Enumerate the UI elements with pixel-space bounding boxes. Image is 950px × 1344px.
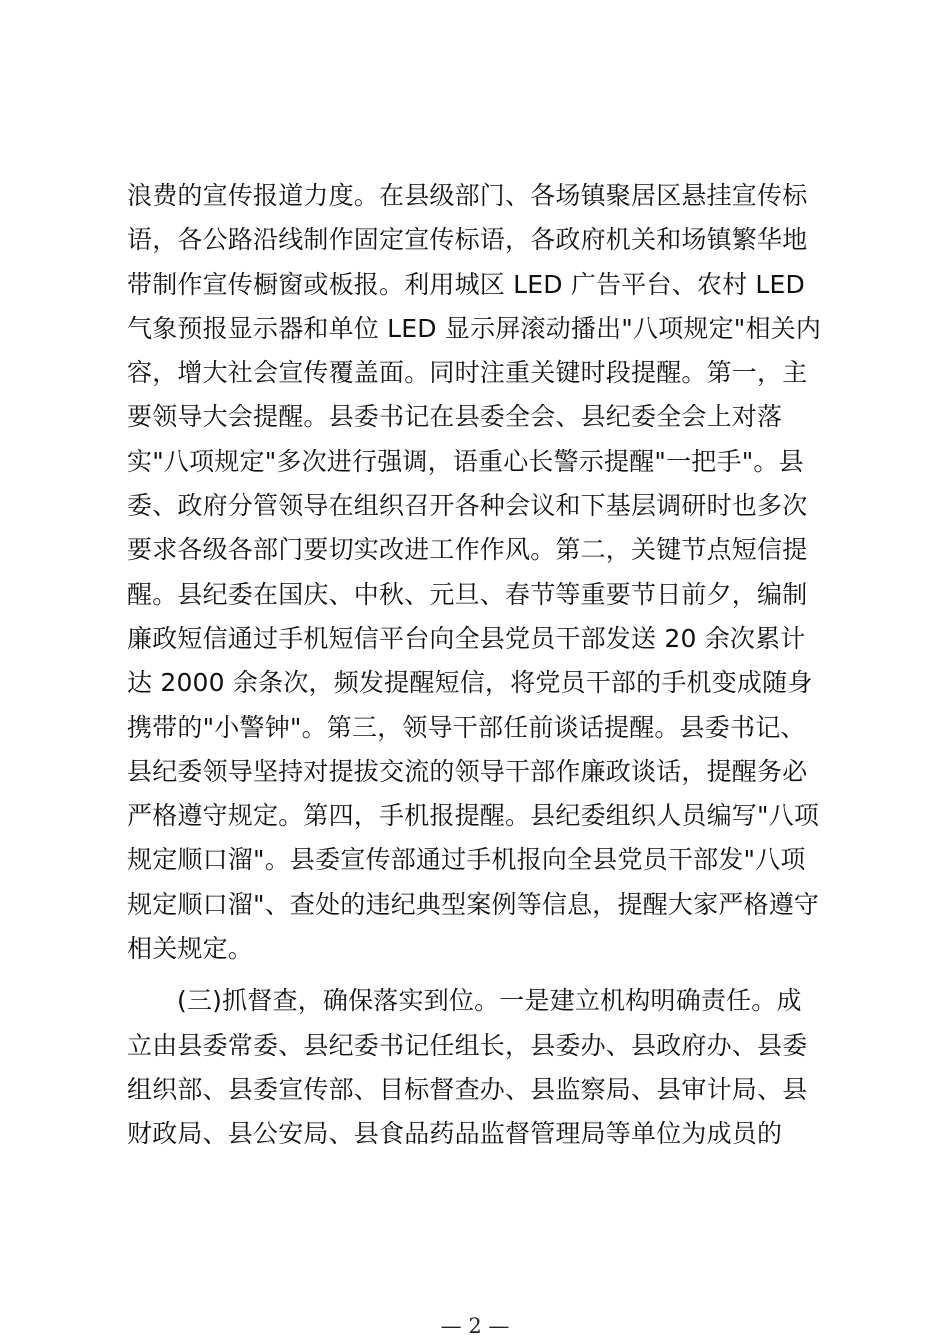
page-number: — 2 — — [440, 1314, 510, 1338]
paragraph-1 — [127, 174, 827, 971]
text-line: 立由县委常委、县纪委书记任组长，县委办、县政府办、县委 — [127, 1030, 808, 1060]
text-line: 带制作宣传橱窗或板报。利用城区 LED 广告平台、农村 LED — [127, 269, 805, 299]
text-line: 组织部、县委宣传部、目标督查办、县监察局、县审计局、县 — [127, 1074, 808, 1104]
text-line: 醒。县纪委在国庆、中秋、元旦、春节等重要节日前夕，编制 — [127, 579, 808, 609]
text-line: 规定顺口溜"、查处的违纪典型案例等信息，提醒大家严格遵守 — [127, 889, 820, 919]
text-line: 容，增大社会宣传覆盖面。同时注重关键时段提醒。第一，主 — [127, 358, 808, 388]
text-line: 达 2000 余条次，频发提醒短信，将党员干部的手机变成随身 — [127, 668, 813, 698]
text-line: 实"八项规定"多次进行强调，语重心长警示提醒"一把手"。县 — [127, 446, 804, 476]
text-line: 规定顺口溜"。县委宣传部通过手机报向全县党员干部发"八项 — [127, 845, 806, 875]
text-line: 相关规定。 — [127, 934, 254, 964]
text-line: 语，各公路沿线制作固定宣传标语，各政府机关和场镇繁华地 — [127, 225, 808, 255]
text-line: 委、政府分管领导在组织召开各种会议和下基层调研时也多次 — [127, 491, 808, 521]
text-line: 携带的"小警钟"。第三，领导干部任前谈话提醒。县委书记、 — [127, 712, 806, 742]
text-line: 廉政短信通过手机短信平台向全县党员干部发送 20 余次累计 — [127, 623, 806, 653]
text-line: 气象预报显示器和单位 LED 显示屏滚动播出"八项规定"相关内 — [127, 313, 822, 343]
text-line: 要求各级各部门要切实改进工作作风。第二，关键节点短信提 — [127, 535, 808, 565]
text-line: 要领导大会提醒。县委书记在县委全会、县纪委全会上对落 — [127, 402, 783, 432]
text-line: (三)抓督查，确保落实到位。一是建立机构明确责任。成 — [177, 986, 802, 1016]
paragraph-2 — [127, 979, 827, 1156]
body-text — [127, 174, 827, 1157]
text-line: 财政局、县公安局、县食品药品监督管理局等单位为成员的 — [127, 1119, 783, 1149]
text-line: 县纪委领导坚持对提拔交流的领导干部作廉政谈话，提醒务必 — [127, 756, 808, 786]
text-line: 严格遵守规定。第四，手机报提醒。县纪委组织人员编写"八项 — [127, 801, 820, 831]
text-line: 浪费的宣传报道力度。在县级部门、各场镇聚居区悬挂宣传标 — [127, 181, 808, 210]
